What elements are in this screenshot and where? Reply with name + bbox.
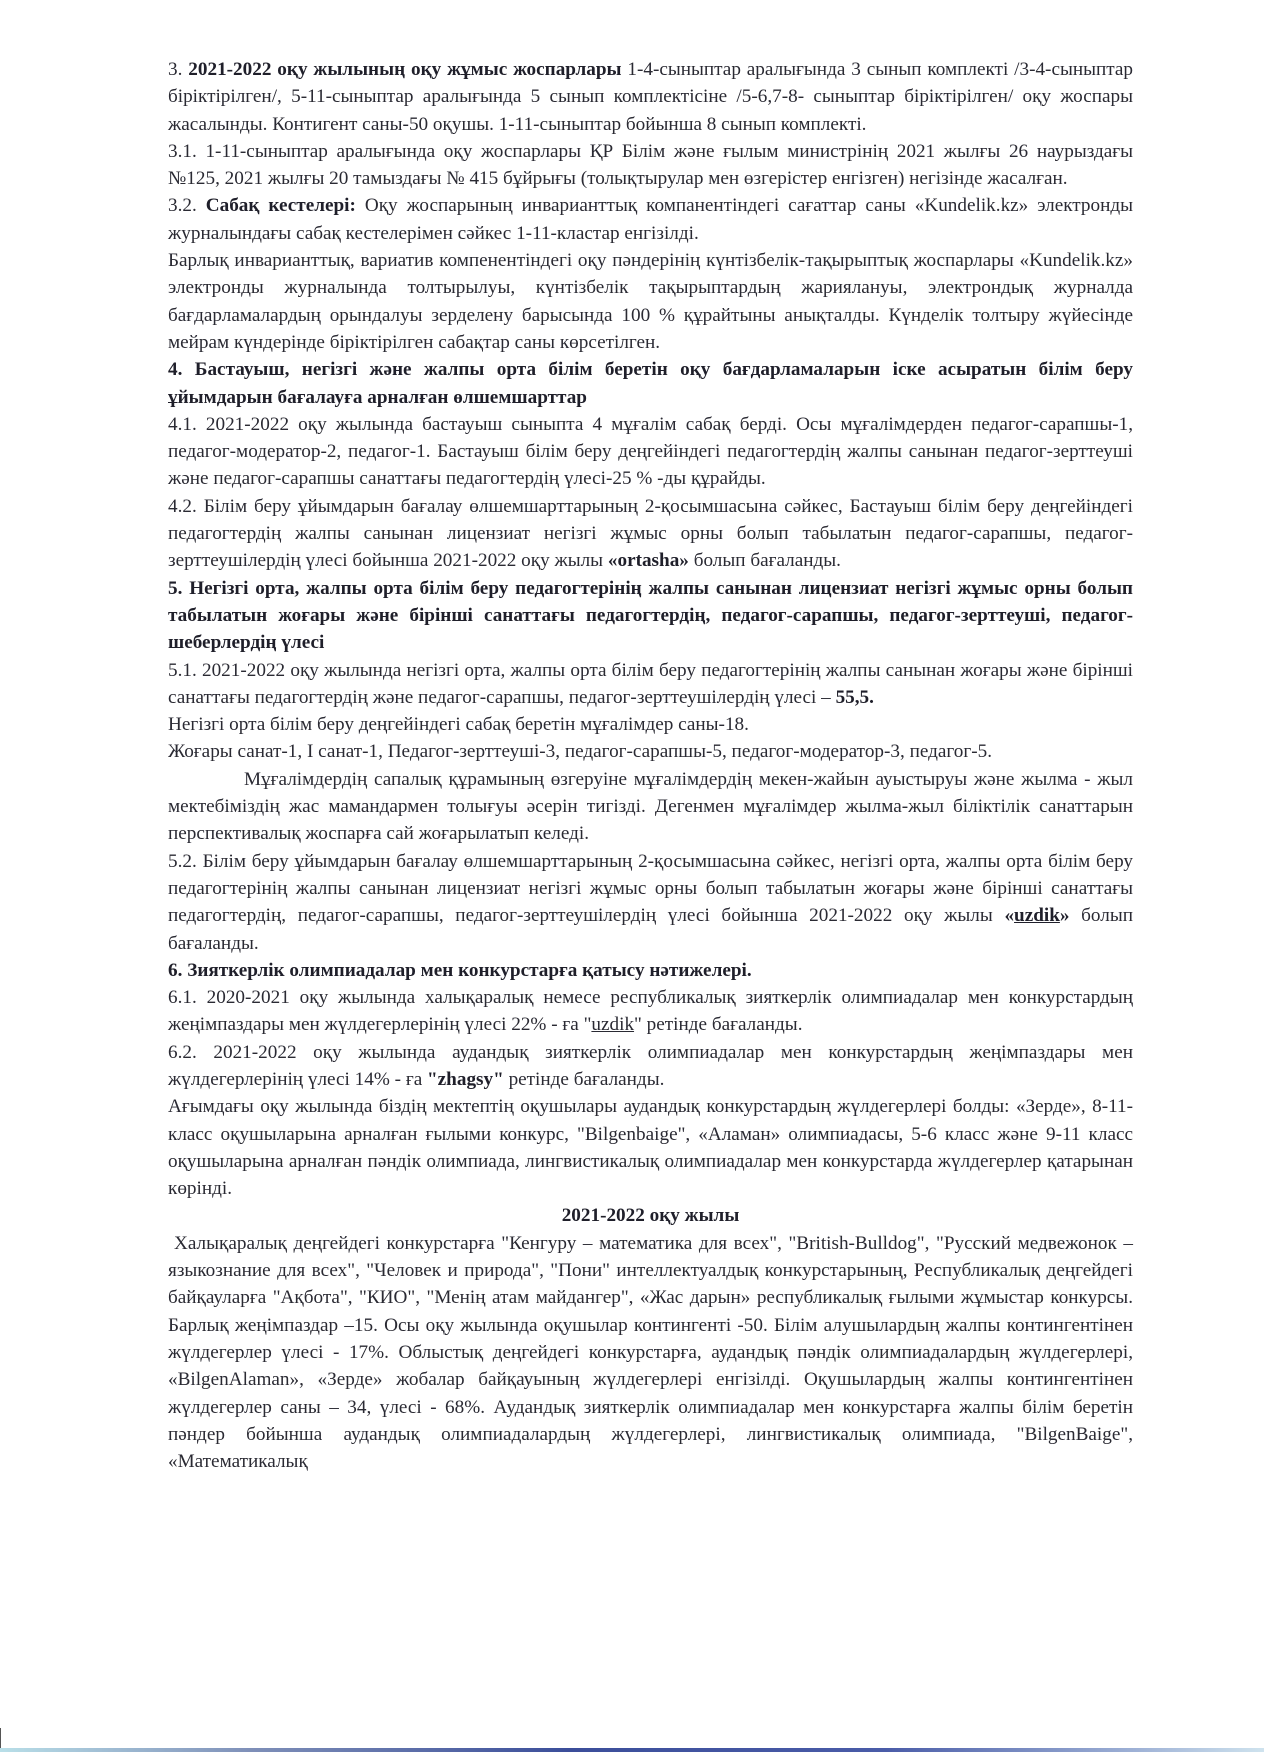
teacher-quality-text: Мұғалімдердің сапалық құрамының өзгеруіне мұғалімдердің мекен-жайын ауыстыруы және жылма - жыл мектебіміздің жас мамандармен толығуы әсерін тигізді. Дегенмен мұғалімдер жылма-жыл біліктілік санаттарын перспективалық жоспарға сай жоғарылатып келеді. [168, 768, 1133, 845]
section-6-heading: 6. Зияткерлік олимпиадалар мен конкурстарға қатысу нәтижелері. [168, 959, 752, 981]
teacher-categories-paragraph: Жоғары санат-1, I санат-1, Педагог-зерттеуші-3, педагог-сарапшы-5, педагог-модератор-3, педагог-5. [168, 741, 993, 763]
section-5-2-text-end: болып бағаланды. [168, 905, 1134, 954]
section-4-2-text: 4.2. Білім беру ұйымдарын бағалау өлшемшарттарының 2-қосымшасына сәйкес, Бастауыш білім беру деңгейіндегі педагогтердің жалпы санынан лицензиат негізгі жұмыс орны болып табылатын педагог-сарапшы, педагог-зерттеушілердің үлесі бойынша 2021-2022 оқу жылы [168, 495, 1133, 572]
quote-close: » [1059, 905, 1070, 927]
section-4-2-text-end: болып бағаланды. [688, 550, 841, 572]
teacher-count-paragraph: Негізгі орта білім беру деңгейіндегі сабақ беретін мұғалімдер саны-18. [168, 714, 749, 736]
scan-edge-mark [0, 1728, 1, 1748]
international-contests-paragraph [168, 1230, 1133, 1476]
section-5-heading: 5. Негізгі орта, жалпы орта білім беру педагогтерінің жалпы санынан лицензиат негізгі жұмыс орны болып табылатын жоғары және бірінші санаттағы педагогтердің, педагог-сарапшы, педагог-зерттеуші, педагог-шеберлердің үлесі [168, 577, 1133, 654]
quote-open: « [1004, 905, 1015, 927]
section-4-heading: 4. Бастауыш, негізгі және жалпы орта білім беретін оқу бағдарламаларын іске асыратын білім беру ұйымдарын бағалауға арналған өлшемшарттар [168, 359, 1133, 408]
section-5-2-text: 5.2. Білім беру ұйымдарын бағалау өлшемшарттарының 2-қосымшасына сәйкес, негізгі орта, жалпы орта білім беру педагогтерінің жалпы санынан лицензиат негізгі жұмыс орны болып табылатын жоғары және бірінші санаттағы педагогтердің, педагог-сарапшы, педагог-зерттеушілердің үлесі бойынша 2021-2022 оқу жылы [168, 850, 1133, 927]
section-6-2-text-end: ретінде бағаланды. [503, 1068, 665, 1090]
section-3-1-paragraph: 3.1. 1-11-сыныптар аралығында оқу жоспарлары ҚР Білім және ғылым министрінің 2021 жылғы 26 наурыздағы №125, 2021 жылғы 20 тамыздағы № 415 бұйрығы (толықтырулар мен өзгерістер енгізген) негізінде жасалған. [168, 140, 1133, 190]
section-3-text: 1-4-сыныптар аралығында 3 сынып комплекті /3-4-сыныптар біріктірілген/, 5-11-сыныптар аралығында 5 сынып комплектісіне /5-6,7-8- сыныптар біріктірілген/ оқу жоспары жасалынды. Контигент саны-50 оқушы. 1-11-сыныптар бойынша 8 сынып комплекті. [168, 59, 1134, 135]
teacher-quality-paragraph [168, 766, 1133, 848]
section-3-2-text: Оқу жоспарының инварианттық компанентіндегі сағаттар саны «Kundelik.kz» электронды журналындағы сабақ кестелерімен сәйкес 1-11-кластар енгізілді. [168, 195, 1134, 244]
section-3-2-title: Сабақ кестелері: [205, 195, 356, 217]
section-3-number: 3. [168, 59, 189, 80]
section-6-2-text: 6.2. 2021-2022 оқу жылында аудандық зияткерлік олимпиадалар мен конкурстардың жеңімпаздары мен жүлдегерлерінің үлесі 14% - ға [168, 1041, 1133, 1090]
scan-edge-strip [0, 1748, 1264, 1752]
year-heading: 2021-2022 оқу жылы [561, 1205, 740, 1227]
section-3-paragraph [168, 56, 1133, 138]
section-6-2-paragraph [168, 1039, 1133, 1094]
section-5-1-text: 5.1. 2021-2022 оқу жылында негізгі орта, жалпы орта білім беру педагогтерінің жалпы санынан жоғары және бірінші санаттағы педагогтердің және педагог-сарапшы, педагог-зерттеушілердің үлесі – [168, 659, 1133, 708]
rating-uzdik: uzdik [1014, 905, 1060, 927]
document-page [168, 56, 1133, 1475]
rating-zhagsy: "zhagsy" [427, 1068, 504, 1090]
section-3-title: 2021-2022 оқу жылының оқу жұмыс жоспарлары [188, 59, 622, 80]
rating-uzdik-6-1: uzdik [591, 1014, 635, 1036]
international-contests-text: Халықаралық деңгейдегі конкурстарға "Кенгуру – математика для всех", "British-Bulldog", "Русский медвежонок – языкознание для всех", "Человек и природа", "Пони" интеллектуалдық конкурстарының, Республикалық деңгейдегі байқауларға "Ақбота", "КИО", "Менің атам майдангер", «Жас дарын» республикалық ғылыми жұмыстар конкурсы. Барлық жеңімпаздар –15. Осы оқу жылында оқушылар контингенті -50. Білім алушылардың жалпы контингентінен жүлдегерлер үлесі - 17%. Облыстық деңгейдегі конкурстарға, аудандық пәндік олимпиадалардың жүлдегерлері, «BilgenAlaman», «Зерде» жобалар байқауының жүлдегерлері енгізілді. Оқушылардың жалпы контингентінен жүлдегерлер саны – 34, үлесі - 68%. Аудандық зияткерлік олимпиадалар мен конкурстарға жалпы білім беретін пәндер бойынша аудандық олимпиадалардың жүлдегерлері, лингвистикалық олимпиада, "BilgenBaige", «Математикалық [168, 1232, 1133, 1473]
section-6-1-text: 6.1. 2020-2021 оқу жылында халықаралық немесе республикалық зияткерлік олимпиадалар мен конкурстардың жеңімпаздары мен жүлдегерлерінің үлесі 22% - ға " [168, 987, 1133, 1036]
rating-ortasha: «ortasha» [607, 550, 689, 572]
section-4-2-paragraph [168, 493, 1133, 575]
section-3-2-number: 3.2. [168, 195, 206, 217]
current-year-results-paragraph: Ағымдағы оқу жылында біздің мектептің оқушылары аудандық конкурстардың жүлдегерлері болды: «Зерде», 8-11-класс оқушыларына арналған ғылыми конкурс, "Bilgenbaige", «Аламан» олимпиадасы, 5-6 класс және 9-11 класс оқушыларына арналған пәндік олимпиада, лингвистикалық олимпиадалар мен конкурстарда жүлдегерлер қатарынан көрінді. [168, 1096, 1133, 1200]
section-4-1-paragraph: 4.1. 2021-2022 оқу жылында бастауыш сыныпта 4 мұғалім сабақ берді. Осы мұғалімдерден педагог-сарапшы-1, педагог-модератор-2, педагог-1. Бастауыш білім беру деңгейіндегі педагогтердің жалпы санынан педагог-зерттеуші және педагог-сарапшы санаттағы педагогтердің үлесі-25 % -ды құрайды. [168, 413, 1133, 490]
section-5-1-paragraph [168, 657, 1133, 712]
section-3-2-continued-paragraph: Барлық инварианттық, вариатив компенентіндегі оқу пәндерінің күнтізбелік-тақырыптық жоспарлары «Kundelik.kz» электронды журналында толтырылуы, күнтізбелік тақырыптардың жариялануы, электрондық журналда бағдарламалардың орындалуы зерделену барысында 100 % құрайтыны анықталды. Күнделік толтыру жүйесінде мейрам күндерінде біріктірілген сабақтар саны көрсетілген. [168, 250, 1133, 353]
section-6-1-text-end: " ретінде бағаланды. [634, 1014, 803, 1036]
section-5-2-paragraph [168, 848, 1133, 957]
section-6-1-paragraph [168, 984, 1133, 1039]
share-value: 55,5. [835, 686, 874, 708]
section-3-2-paragraph [168, 192, 1133, 247]
